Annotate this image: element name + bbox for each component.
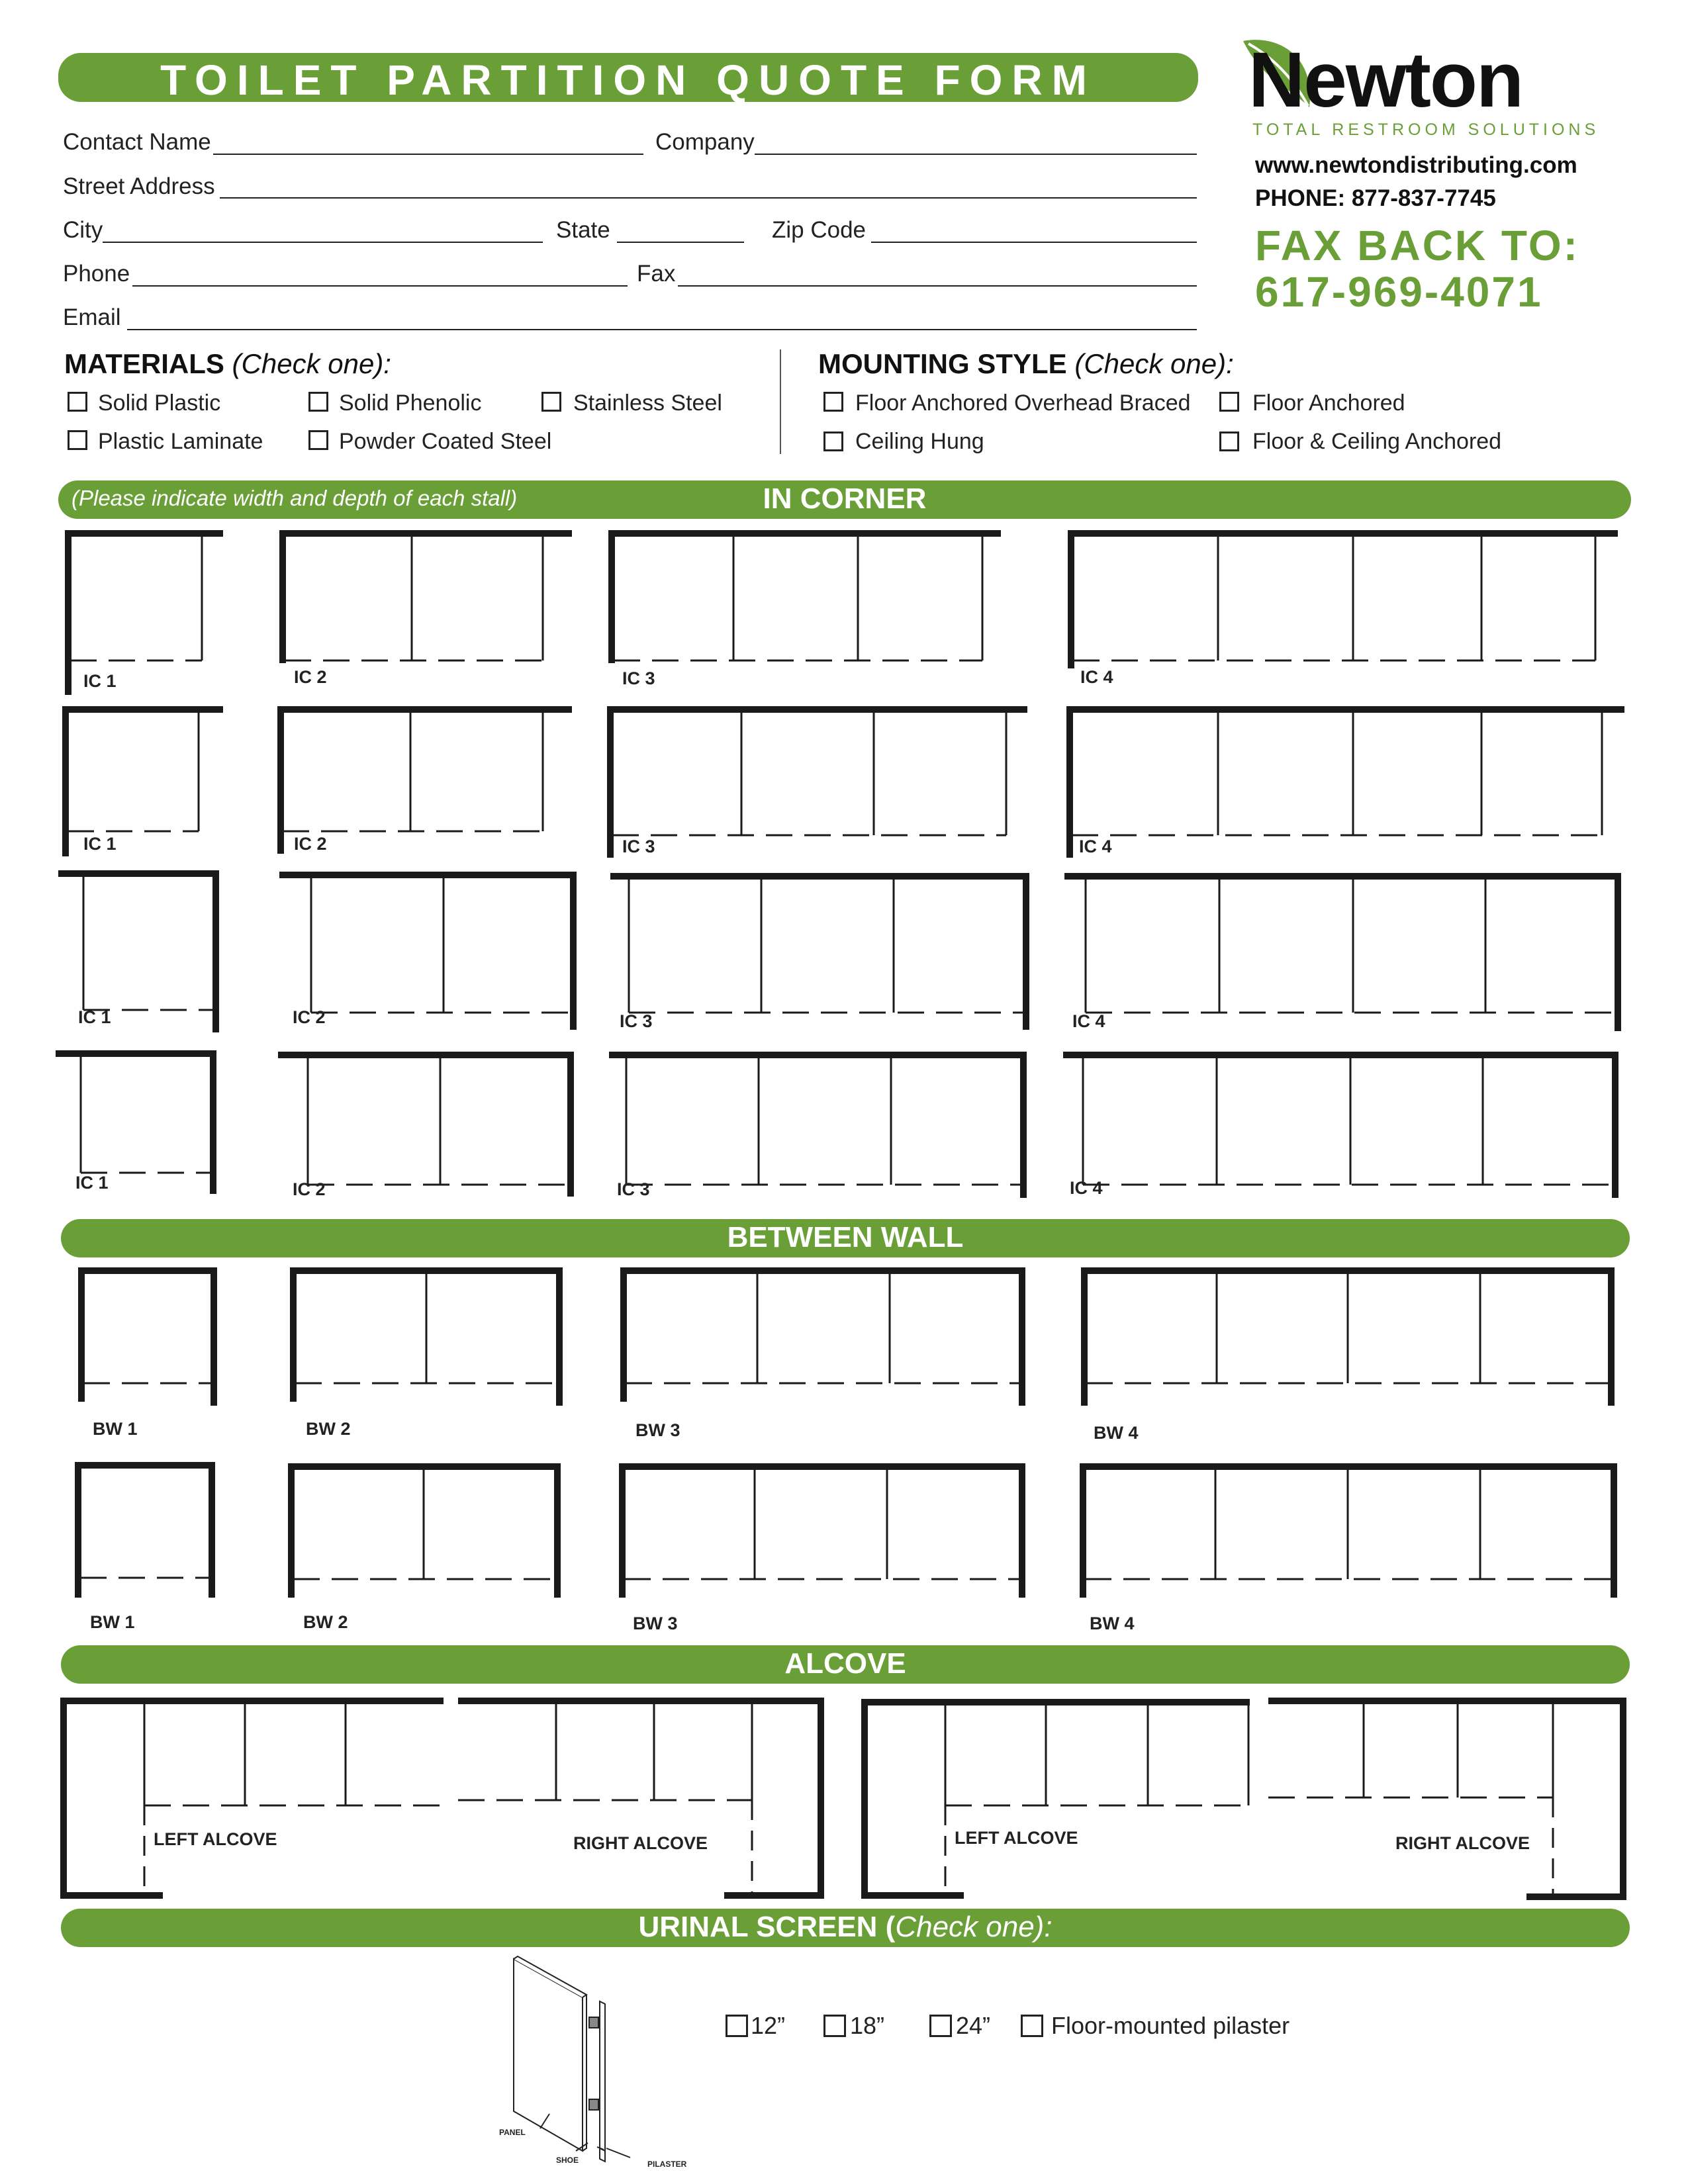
- materials-title: MATERIALS: [64, 348, 224, 379]
- mounting-title: MOUNTING STYLE: [818, 348, 1067, 379]
- bw2-label-r2: BW 2: [303, 1612, 348, 1632]
- in-corner-title: IN CORNER: [763, 482, 927, 515]
- ceiling-hung-label: Ceiling Hung: [855, 429, 984, 454]
- urinal-24-label: 24”: [956, 2012, 991, 2039]
- in-corner-row-4: [56, 1054, 1615, 1198]
- mounting-hint: (Check one):: [1074, 348, 1234, 379]
- fax-label: Fax: [637, 261, 676, 287]
- bw2-label-r1: BW 2: [306, 1419, 351, 1439]
- bw3-label-r2: BW 3: [633, 1614, 678, 1633]
- ic1-label-r2: IC 1: [83, 834, 117, 854]
- floor-ceiling-anchored-label: Floor & Ceiling Anchored: [1252, 429, 1502, 454]
- left-alcove-label-a: LEFT ALCOVE: [154, 1829, 277, 1849]
- street-address-label: Street Address: [63, 173, 215, 199]
- fax-back-label: FAX BACK TO:: [1255, 222, 1579, 269]
- materials-hint: (Check one):: [232, 348, 391, 379]
- urinal-screen-diagram: [477, 1952, 702, 2171]
- pilaster-label: PILASTER: [647, 2160, 687, 2169]
- plastic-laminate-label: Plastic Laminate: [98, 429, 263, 454]
- ic1-label-r1: IC 1: [83, 671, 117, 691]
- between-wall-title: BETWEEN WALL: [727, 1221, 964, 1253]
- between-wall-row-1: [81, 1271, 1611, 1406]
- floor-mounted-pilaster-checkbox[interactable]: [1021, 2015, 1043, 2037]
- ic2-label-r3: IC 2: [293, 1007, 326, 1027]
- solid-plastic-label: Solid Plastic: [98, 390, 221, 416]
- between-wall-row-2: [78, 1465, 1614, 1598]
- floor-anchored-overhead-braced-label: Floor Anchored Overhead Braced: [855, 390, 1191, 416]
- right-alcove-label-b: RIGHT ALCOVE: [1395, 1833, 1530, 1853]
- right-alcove-label-a: RIGHT ALCOVE: [573, 1833, 708, 1853]
- newton-logo: Newton: [1248, 36, 1523, 124]
- fax-back-number: 617-969-4071: [1255, 268, 1543, 316]
- form-title: TOILET PARTITION QUOTE FORM: [160, 56, 1096, 104]
- ic3-label-r1: IC 3: [622, 668, 655, 688]
- shoe-label: SHOE: [556, 2156, 579, 2165]
- urinal-screen-heading: [61, 1911, 1630, 1944]
- contact-name-label: Contact Name: [63, 129, 211, 155]
- width-depth-note: (Please indicate width and depth of each stall): [71, 486, 518, 510]
- alcove-bar: [61, 1645, 1630, 1684]
- urinal-12-label: 12”: [751, 2012, 786, 2039]
- city-label: City: [63, 217, 103, 243]
- ic4-label-r4: IC 4: [1070, 1178, 1103, 1198]
- urinal-12-checkbox[interactable]: [726, 2015, 748, 2037]
- ic3-label-r4: IC 3: [617, 1179, 650, 1199]
- phone-label: Phone: [63, 261, 130, 287]
- alcove-diagrams: [64, 1701, 1623, 1897]
- phone-number: PHONE: 877-837-7745: [1255, 185, 1496, 211]
- ic3-label-r2: IC 3: [622, 837, 655, 856]
- ic2-label-r1: IC 2: [294, 667, 327, 687]
- powder-coated-steel-label: Powder Coated Steel: [339, 429, 552, 454]
- urinal-screen-bar: [61, 1909, 1630, 1947]
- bw1-label-r2: BW 1: [90, 1612, 135, 1632]
- email-label: Email: [63, 304, 121, 330]
- ic2-label-r4: IC 2: [293, 1179, 326, 1199]
- ic4-label-r1: IC 4: [1080, 667, 1113, 687]
- ic4-label-r2: IC 4: [1079, 837, 1112, 856]
- solid-phenolic-label: Solid Phenolic: [339, 390, 482, 416]
- ic1-label-r4: IC 1: [75, 1173, 109, 1193]
- between-wall-bar: [61, 1219, 1630, 1257]
- bw1-label-r1: BW 1: [93, 1419, 138, 1439]
- panel-label: PANEL: [499, 2128, 526, 2137]
- ic4-label-r3: IC 4: [1072, 1011, 1105, 1031]
- urinal-screen-title: URINAL SCREEN (: [638, 1911, 896, 1943]
- logo-tagline: TOTAL RESTROOM SOLUTIONS: [1252, 120, 1600, 139]
- floor-anchored-label: Floor Anchored: [1252, 390, 1405, 416]
- state-label: State: [556, 217, 610, 243]
- bw4-label-r2: BW 4: [1090, 1614, 1135, 1633]
- stainless-steel-label: Stainless Steel: [573, 390, 722, 416]
- zip-code-label: Zip Code: [772, 217, 867, 243]
- ic1-label-r3: IC 1: [78, 1007, 111, 1027]
- urinal-18-label: 18”: [850, 2012, 885, 2039]
- left-alcove-label-b: LEFT ALCOVE: [955, 1828, 1078, 1848]
- ic2-label-r2: IC 2: [294, 834, 327, 854]
- ic3-label-r3: IC 3: [620, 1011, 653, 1031]
- urinal-18-checkbox[interactable]: [823, 2015, 846, 2037]
- bw3-label-r1: BW 3: [635, 1420, 680, 1440]
- urinal-24-checkbox[interactable]: [929, 2015, 952, 2037]
- urinal-screen-hint: Check one):: [895, 1911, 1053, 1943]
- floor-mounted-pilaster-label: Floor-mounted pilaster: [1051, 2012, 1290, 2039]
- website: www.newtondistributing.com: [1255, 152, 1577, 178]
- alcove-title: ALCOVE: [784, 1647, 906, 1680]
- bw4-label-r1: BW 4: [1094, 1423, 1139, 1443]
- company-label: Company: [655, 129, 755, 155]
